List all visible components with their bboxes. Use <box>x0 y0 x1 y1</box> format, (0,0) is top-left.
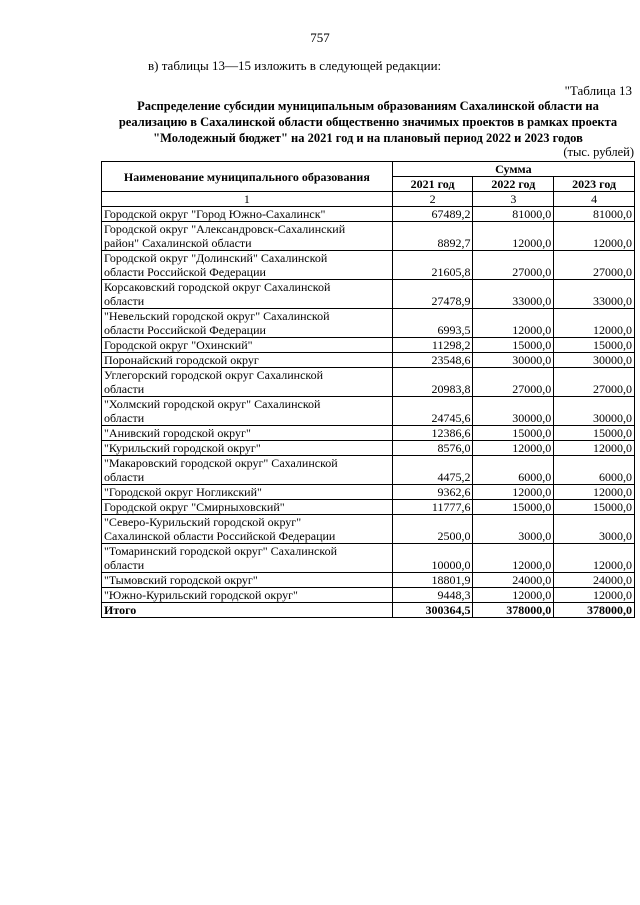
amount-2023: 12000,0 <box>554 309 635 338</box>
amount-2022: 3000,0 <box>473 515 554 544</box>
amount-2023: 3000,0 <box>554 515 635 544</box>
amount-2023: 30000,0 <box>554 397 635 426</box>
header-year: 2023 год <box>554 177 635 192</box>
amount-2023: 24000,0 <box>554 573 635 588</box>
amount-2021: 10000,0 <box>392 544 473 573</box>
page-number: 757 <box>310 30 330 45</box>
amount-2023: 12000,0 <box>554 222 635 251</box>
amount-2022: 12000,0 <box>473 441 554 456</box>
municipality-name-line: "Холмский городской округ" Сахалинской <box>104 397 321 411</box>
amount-2021: 6993,5 <box>392 309 473 338</box>
amount-2023: 6000,0 <box>554 456 635 485</box>
municipality-name-line: Городской округ "Смирныховский" <box>104 500 285 514</box>
municipality-name-line: области <box>104 382 145 396</box>
municipality-name-line: "Анивский городской округ" <box>104 426 251 440</box>
amount-2021: 20983,8 <box>392 368 473 397</box>
column-index: 1 <box>102 192 393 207</box>
municipality-name <box>102 544 393 573</box>
header-year: 2022 год <box>473 177 554 192</box>
municipality-name-line: "Курильский городской округ" <box>104 441 261 455</box>
municipality-name-line: Углегорский городской округ Сахалинской <box>104 368 324 382</box>
column-index: 2 <box>392 192 473 207</box>
municipality-name <box>102 338 393 353</box>
table-row <box>102 353 635 368</box>
municipality-name <box>102 441 393 456</box>
municipality-name <box>102 397 393 426</box>
table-row <box>102 207 635 222</box>
amount-2022: 15000,0 <box>473 500 554 515</box>
table-title-line: реализацию в Сахалинской области общественно значимых проектов в рамках проекта <box>118 115 618 129</box>
table-caption: "Таблица 13 <box>564 83 632 98</box>
municipality-name <box>102 588 393 603</box>
amount-2022: 12000,0 <box>473 588 554 603</box>
municipality-name-line: области <box>104 294 145 308</box>
table-body <box>102 207 635 603</box>
municipality-name <box>102 368 393 397</box>
total-row <box>102 603 635 618</box>
municipality-name <box>102 426 393 441</box>
table-title-line: "Молодежный бюджет" на 2021 год и на плановый период 2022 и 2023 годов <box>153 131 583 145</box>
municipality-name-line: "Северо-Курильский городской округ" <box>104 515 302 529</box>
total-2022: 378000,0 <box>473 603 554 618</box>
amount-2022: 12000,0 <box>473 485 554 500</box>
amount-2023: 15000,0 <box>554 426 635 441</box>
table-title-line: Распределение субсидии муниципальным образованиям Сахалинской области на <box>137 99 599 113</box>
table-row <box>102 544 635 573</box>
amount-2021: 67489,2 <box>392 207 473 222</box>
amount-2021: 9362,6 <box>392 485 473 500</box>
table-row <box>102 441 635 456</box>
table-row <box>102 573 635 588</box>
amount-2023: 30000,0 <box>554 353 635 368</box>
amount-2021: 18801,9 <box>392 573 473 588</box>
amount-2022: 15000,0 <box>473 426 554 441</box>
header-name: Наименование муниципального образования <box>102 162 393 192</box>
municipality-name-line: "Макаровский городской округ" Сахалинской <box>104 456 338 470</box>
amount-2022: 12000,0 <box>473 309 554 338</box>
amount-2022: 12000,0 <box>473 544 554 573</box>
amount-2023: 81000,0 <box>554 207 635 222</box>
municipality-name-line: Городской округ "Город Южно-Сахалинск" <box>104 207 326 221</box>
table-row <box>102 426 635 441</box>
amount-2022: 81000,0 <box>473 207 554 222</box>
municipality-name-line: "Городской округ Ногликский" <box>104 485 262 499</box>
column-index: 3 <box>473 192 554 207</box>
table-row <box>102 588 635 603</box>
table-row <box>102 309 635 338</box>
amount-2021: 8892,7 <box>392 222 473 251</box>
amount-2022: 30000,0 <box>473 353 554 368</box>
amount-2021: 4475,2 <box>392 456 473 485</box>
amount-2023: 33000,0 <box>554 280 635 309</box>
amount-2023: 12000,0 <box>554 588 635 603</box>
municipality-name-line: Сахалинской области Российской Федерации <box>104 529 336 543</box>
table-row <box>102 338 635 353</box>
municipality-name-line: "Южно-Курильский городской округ" <box>104 588 298 602</box>
municipality-name-line: район" Сахалинской области <box>104 236 252 250</box>
header-sum: Сумма <box>392 162 634 177</box>
amount-2022: 15000,0 <box>473 338 554 353</box>
municipality-name <box>102 353 393 368</box>
table-title <box>100 98 636 146</box>
amount-2021: 2500,0 <box>392 515 473 544</box>
amount-2021: 8576,0 <box>392 441 473 456</box>
municipality-name <box>102 251 393 280</box>
municipality-name-line: Поронайский городской округ <box>104 353 259 367</box>
amount-2021: 12386,6 <box>392 426 473 441</box>
amount-2022: 27000,0 <box>473 368 554 397</box>
table-row <box>102 222 635 251</box>
subsidy-table <box>101 161 635 618</box>
amount-2022: 24000,0 <box>473 573 554 588</box>
amount-2023: 27000,0 <box>554 251 635 280</box>
municipality-name <box>102 515 393 544</box>
municipality-name-line: "Томаринский городской округ" Сахалинской <box>104 544 338 558</box>
amount-2021: 21605,8 <box>392 251 473 280</box>
amount-2021: 27478,9 <box>392 280 473 309</box>
header-year: 2021 год <box>392 177 473 192</box>
total-2023: 378000,0 <box>554 603 635 618</box>
municipality-name <box>102 280 393 309</box>
table-row <box>102 397 635 426</box>
amount-2023: 27000,0 <box>554 368 635 397</box>
amount-2022: 30000,0 <box>473 397 554 426</box>
municipality-name-line: "Невельский городской округ" Сахалинской <box>104 309 330 323</box>
total-2021: 300364,5 <box>392 603 473 618</box>
intro-text: в) таблицы 13—15 изложить в следующей редакции: <box>148 58 442 73</box>
municipality-name <box>102 500 393 515</box>
amount-2022: 27000,0 <box>473 251 554 280</box>
municipality-name <box>102 456 393 485</box>
table-row <box>102 500 635 515</box>
amount-2021: 11298,2 <box>392 338 473 353</box>
column-index: 4 <box>554 192 635 207</box>
amount-2021: 23548,6 <box>392 353 473 368</box>
amount-2023: 15000,0 <box>554 338 635 353</box>
municipality-name-line: "Тымовский городской округ" <box>104 573 258 587</box>
amount-2021: 9448,3 <box>392 588 473 603</box>
municipality-name-line: Городской округ "Охинский" <box>104 338 253 352</box>
amount-2022: 33000,0 <box>473 280 554 309</box>
municipality-name-line: Городской округ "Долинский" Сахалинской <box>104 251 328 265</box>
amount-2021: 11777,6 <box>392 500 473 515</box>
municipality-name <box>102 222 393 251</box>
amount-2022: 12000,0 <box>473 222 554 251</box>
amount-2023: 12000,0 <box>554 485 635 500</box>
table-row <box>102 485 635 500</box>
municipality-name <box>102 573 393 588</box>
amount-2022: 6000,0 <box>473 456 554 485</box>
municipality-name <box>102 485 393 500</box>
total-label: Итого <box>102 603 393 618</box>
table-row <box>102 280 635 309</box>
municipality-name-line: области Российской Федерации <box>104 265 266 279</box>
municipality-name-line: Корсаковский городской округ Сахалинской <box>104 280 331 294</box>
table-row <box>102 251 635 280</box>
municipality-name-line: области Российской Федерации <box>104 323 266 337</box>
amount-2023: 15000,0 <box>554 500 635 515</box>
municipality-name <box>102 207 393 222</box>
table-row <box>102 515 635 544</box>
amount-2023: 12000,0 <box>554 544 635 573</box>
table-row <box>102 368 635 397</box>
municipality-name-line: области <box>104 558 145 572</box>
municipality-name <box>102 309 393 338</box>
amount-2023: 12000,0 <box>554 441 635 456</box>
units-label: (тыс. рублей) <box>563 145 634 159</box>
municipality-name-line: области <box>104 470 145 484</box>
municipality-name-line: Городской округ "Александровск-Сахалинский <box>104 222 346 236</box>
amount-2021: 24745,6 <box>392 397 473 426</box>
table-row <box>102 456 635 485</box>
municipality-name-line: области <box>104 411 145 425</box>
